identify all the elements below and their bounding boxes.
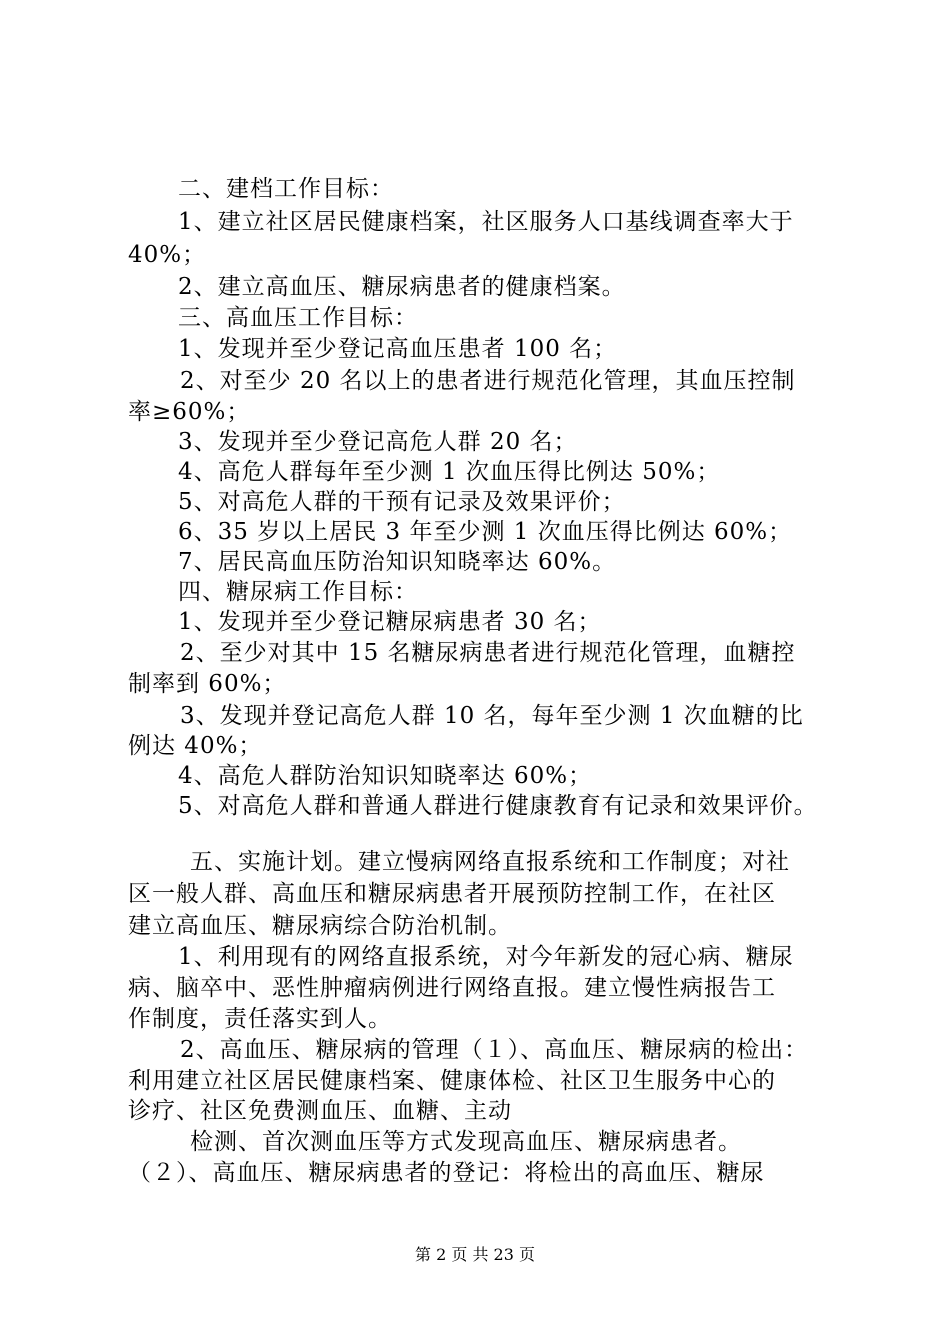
text-line: 2、对至少 20 名以上的患者进行规范化管理，其血压控制	[180, 368, 796, 394]
text-line: 诊疗、社区免费测血压、血糖、主动	[128, 1098, 512, 1124]
text-line: 2、建立高血压、糖尿病患者的健康档案。	[178, 274, 626, 300]
text-line: 1、发现并至少登记糖尿病患者 30 名；	[178, 609, 602, 635]
text-line: 3、发现并登记高危人群 10 名，每年至少测 1 次血糖的比	[180, 703, 804, 729]
text-line: 建立高血压、糖尿病综合防治机制。	[128, 913, 512, 939]
text-line: 作制度，责任落实到人。	[128, 1006, 392, 1032]
text-line: 例达 40%；	[128, 733, 263, 759]
text-line: 40%；	[128, 242, 207, 268]
text-line: 2、至少对其中 15 名糖尿病患者进行规范化管理，血糖控	[180, 640, 796, 666]
text-line: 率≥60%；	[128, 399, 251, 425]
section-heading-3: 三、高血压工作目标：	[178, 305, 418, 331]
text-line: （２）、高血压、糖尿病患者的登记：将检出的高血压、糖尿	[128, 1160, 765, 1186]
text-line: 检测、首次测血压等方式发现高血压、糖尿病患者。	[190, 1129, 742, 1155]
text-line: 制率到 60%；	[128, 671, 287, 697]
text-line: 5、对高危人群和普通人群进行健康教育有记录和效果评价。	[178, 793, 818, 819]
text-line: 3、发现并至少登记高危人群 20 名；	[178, 429, 578, 455]
text-line: 1、利用现有的网络直报系统，对今年新发的冠心病、糖尿	[178, 944, 794, 970]
section-heading-4: 四、糖尿病工作目标：	[178, 579, 418, 605]
text-line: 6、35 岁以上居民 3 年至少测 1 次血压得比例达 60%；	[178, 519, 793, 545]
text-line: 病、脑卒中、恶性肿瘤病例进行网络直报。建立慢性病报告工	[128, 975, 776, 1001]
text-line: 2、高血压、糖尿病的管理（１）、高血压、糖尿病的检出：	[180, 1037, 809, 1063]
page-footer: 第 2 页 共 23 页	[415, 1245, 535, 1264]
text-line: 4、高危人群每年至少测 1 次血压得比例达 50%；	[178, 459, 721, 485]
section-heading-5: 五、实施计划。建立慢病网络直报系统和工作制度；对社	[190, 849, 790, 875]
text-line: 7、居民高血压防治知识知晓率达 60%。	[178, 549, 617, 575]
section-heading-2: 二、建档工作目标：	[178, 176, 394, 202]
text-line: 5、对高危人群的干预有记录及效果评价；	[178, 489, 626, 515]
text-line: 1、发现并至少登记高血压患者 100 名；	[178, 336, 618, 362]
text-line: 利用建立社区居民健康档案、健康体检、社区卫生服务中心的	[128, 1068, 776, 1094]
text-line: 区一般人群、高血压和糖尿病患者开展预防控制工作，在社区	[128, 881, 776, 907]
text-line: 1、建立社区居民健康档案，社区服务人口基线调查率大于	[178, 209, 794, 235]
text-line: 4、高危人群防治知识知晓率达 60%；	[178, 763, 593, 789]
